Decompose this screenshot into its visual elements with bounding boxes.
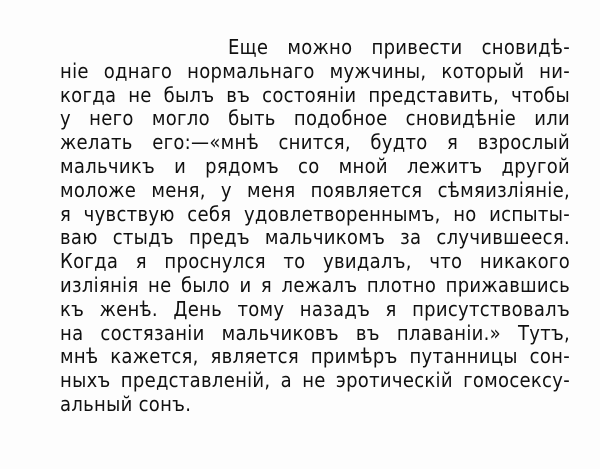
paragraph-line: на состязаніи мальчиковъ въ плаваніи.» Тутъ, <box>60 320 570 345</box>
paragraph-line: когда не былъ въ состояніи представить, чтобы <box>60 82 570 107</box>
paragraph-line: моложе меня, у меня появляется сѣмяизліяніе, <box>60 177 570 202</box>
paragraph-line: мнѣ кажется, является примѣръ путанницы сон- <box>60 344 570 369</box>
paragraph <box>60 36 570 417</box>
paragraph-line: мальчикъ и рядомъ со мной лежитъ другой <box>60 153 570 178</box>
paragraph-line: ніе однаго нормальнаго мужчины, который ни- <box>60 58 570 83</box>
paragraph-line: ваю стыдъ предъ мальчикомъ за случившееся. <box>60 225 570 250</box>
paragraph-line: къ женѣ. День тому назадъ я присутствовалъ <box>60 296 570 321</box>
paragraph-line: Еще можно привести сновидѣ- <box>228 35 570 59</box>
paragraph-line: желать его:—«мнѣ снится, будто я взрослый <box>60 130 570 155</box>
paragraph-line: я чувствую себя удовлетвореннымъ, но испыты- <box>60 201 570 226</box>
paragraph-line: ныхъ представленій, а не эротическій гомосексу- <box>60 368 570 393</box>
paragraph-line: изліянія не было и я лежалъ плотно прижавшись <box>60 272 570 297</box>
paragraph-line: альный сонъ. <box>60 391 192 416</box>
paragraph-line: у него могло быть подобное сновидѣніе или <box>60 106 570 131</box>
paragraph-line: Когда я проснулся то увидалъ, что никакого <box>60 249 570 274</box>
